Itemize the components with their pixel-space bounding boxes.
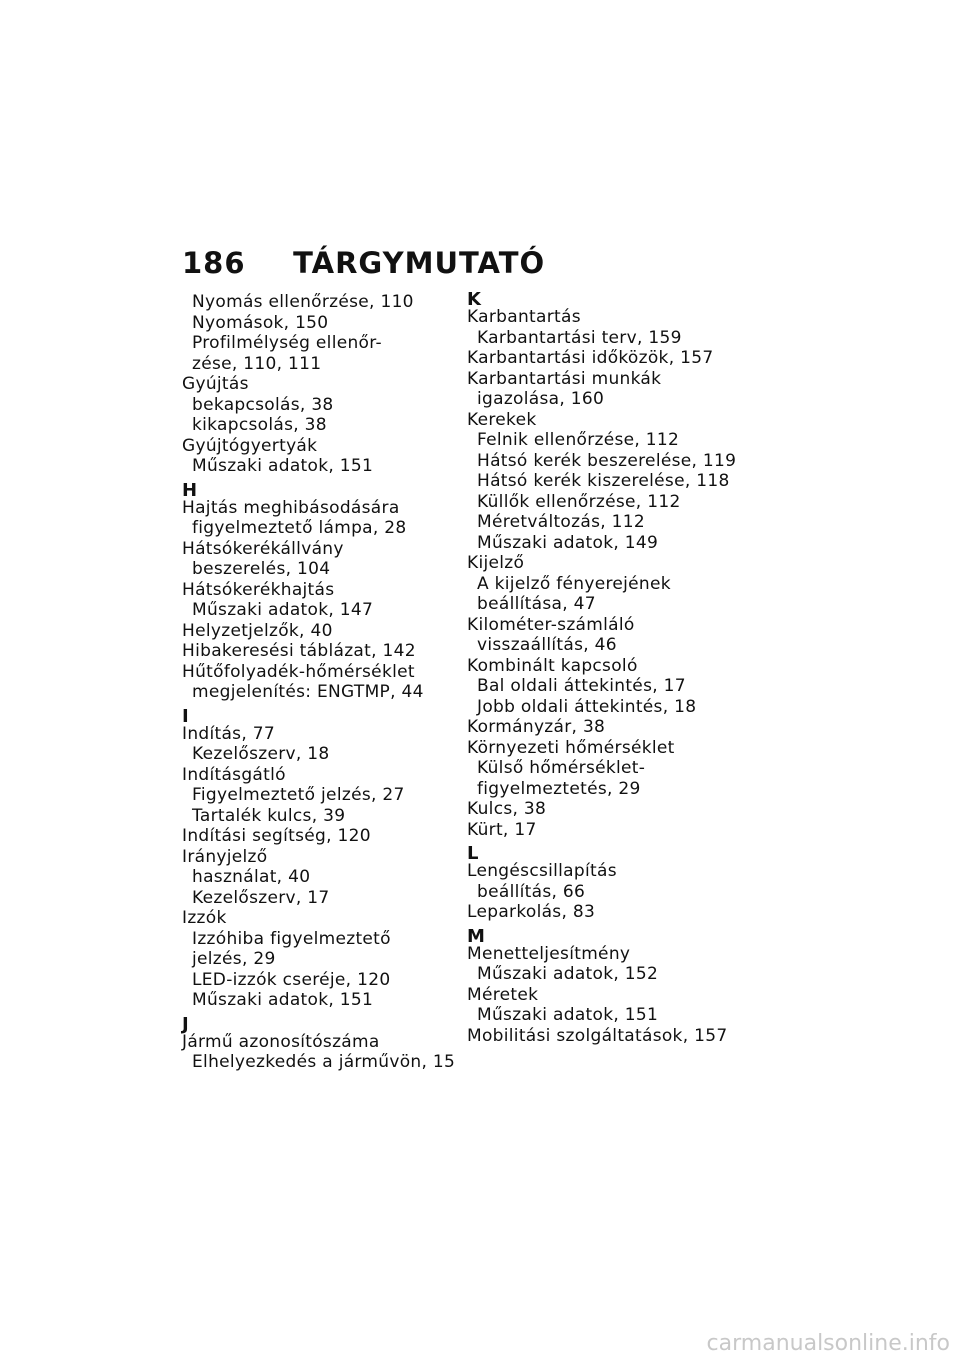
index-subentry: figyelmeztető lámpa, 28 (192, 518, 407, 538)
index-subentry: Műszaki adatok, 151 (192, 456, 374, 476)
index-entry: Méretek (467, 984, 539, 1005)
index-entry: Jármű azonosítószáma (182, 1031, 380, 1052)
index-letter-heading: K (467, 289, 482, 310)
index-entry: Leparkolás, 83 (467, 902, 596, 922)
index-column-right (467, 289, 767, 1046)
index-entry: Gyújtógyertyák (182, 435, 318, 456)
index-subentry: Felnik ellenőrzése, 112 (477, 430, 680, 450)
index-entry: Irányjelző (182, 846, 268, 867)
index-subentry: zése, 110, 111 (192, 353, 322, 374)
index-entry: Indításgátló (182, 764, 286, 785)
page-header (182, 246, 545, 280)
index-subentry: Kezelőszerv, 17 (192, 887, 330, 908)
index-subentry: Bal oldali áttekintés, 17 (477, 676, 686, 696)
index-subentry: Küllők ellenőrzése, 112 (477, 491, 681, 512)
index-entry: Kombinált kapcsoló (467, 655, 638, 676)
page-title: TÁRGYMUTATÓ (293, 246, 546, 280)
index-subentry: igazolása, 160 (477, 389, 605, 409)
index-subentry: Profilmélység ellenőr- (192, 333, 382, 353)
index-entry: Karbantartási időközök, 157 (467, 348, 714, 368)
index-entry: Karbantartási munkák (467, 368, 662, 389)
index-subentry: jelzés, 29 (192, 949, 276, 969)
index-column-left (182, 292, 472, 1073)
index-subentry: Tartalék kulcs, 39 (192, 805, 346, 826)
index-subentry: Karbantartási terv, 159 (477, 327, 682, 348)
index-entry: Menetteljesítmény (467, 943, 631, 964)
index-entry: Mobilitási szolgáltatások, 157 (467, 1025, 728, 1046)
index-subentry: Nyomások, 150 (192, 312, 329, 333)
index-entry: Kerekek (467, 409, 537, 430)
index-entry: Kilométer-számláló (467, 614, 635, 635)
index-entry: Kijelző (467, 553, 525, 573)
index-entry: Környezeti hőmérséklet (467, 737, 675, 758)
index-subentry: Műszaki adatok, 151 (477, 1005, 659, 1025)
index-subentry: Figyelmeztető jelzés, 27 (192, 785, 405, 805)
index-subentry: beszerelés, 104 (192, 559, 331, 579)
index-entry: Kormányzár, 38 (467, 717, 606, 737)
index-subentry: Műszaki adatok, 152 (477, 964, 659, 984)
index-subentry: Kezelőszerv, 18 (192, 744, 330, 764)
index-subentry: használat, 40 (192, 867, 311, 887)
index-entry: Hibakeresési táblázat, 142 (182, 641, 416, 661)
index-entry: Indítás, 77 (182, 723, 275, 744)
index-subentry: Hátsó kerék kiszerelése, 118 (477, 471, 730, 491)
index-subentry: kikapcsolás, 38 (192, 415, 327, 435)
index-subentry: Külső hőmérséklet- (477, 758, 646, 778)
index-subentry: Elhelyezkedés a járművön, 15 (192, 1052, 456, 1072)
index-entry: Kulcs, 38 (467, 799, 547, 819)
index-letter-heading: J (182, 1013, 189, 1035)
index-letter-heading: L (467, 843, 479, 864)
index-entry: Gyújtás (182, 374, 249, 394)
index-subentry: figyelmeztetés, 29 (477, 778, 641, 799)
index-entry: Hajtás meghibásodására (182, 497, 400, 518)
index-entry: Hátsókerékhajtás (182, 579, 335, 600)
index-subentry: Jobb oldali áttekintés, 18 (477, 696, 697, 717)
index-letter-heading: M (467, 925, 486, 947)
index-subentry: Műszaki adatok, 149 (477, 532, 659, 553)
index-entry: Helyzetjelzők, 40 (182, 620, 333, 641)
index-letter-heading: H (182, 479, 198, 501)
index-subentry: megjelenítés: ENGTMP, 44 (192, 682, 424, 702)
index-subentry: A kijelző fényerejének (477, 573, 671, 594)
index-entry: Hátsókerékállvány (182, 538, 344, 559)
index-entry: Lengéscsillapítás (467, 861, 617, 881)
index-entry: Izzók (182, 908, 227, 928)
index-entry: Kürt, 17 (467, 819, 537, 840)
index-subentry: Izzóhiba figyelmeztető (192, 928, 391, 949)
page-number: 186 (182, 246, 246, 280)
index-subentry: Hátsó kerék beszerelése, 119 (477, 450, 737, 471)
index-subentry: LED-izzók cseréje, 120 (192, 969, 391, 990)
index-subentry: Méretváltozás, 112 (477, 512, 645, 532)
watermark: carmanualsonline.info (706, 1331, 950, 1356)
index-letter-heading: I (182, 705, 189, 727)
index-entry: Hűtőfolyadék-hőmérséklet (182, 661, 415, 682)
index-subentry: Nyomás ellenőrzése, 110 (192, 292, 414, 312)
index-subentry: beállítás, 66 (477, 881, 586, 902)
index-subentry: Műszaki adatok, 151 (192, 990, 374, 1010)
index-subentry: Műszaki adatok, 147 (192, 600, 374, 620)
index-subentry: bekapcsolás, 38 (192, 394, 334, 415)
index-subentry: beállítása, 47 (477, 594, 596, 614)
index-entry: Indítási segítség, 120 (182, 826, 371, 846)
index-subentry: visszaállítás, 46 (477, 635, 617, 655)
index-entry: Karbantartás (467, 307, 581, 327)
